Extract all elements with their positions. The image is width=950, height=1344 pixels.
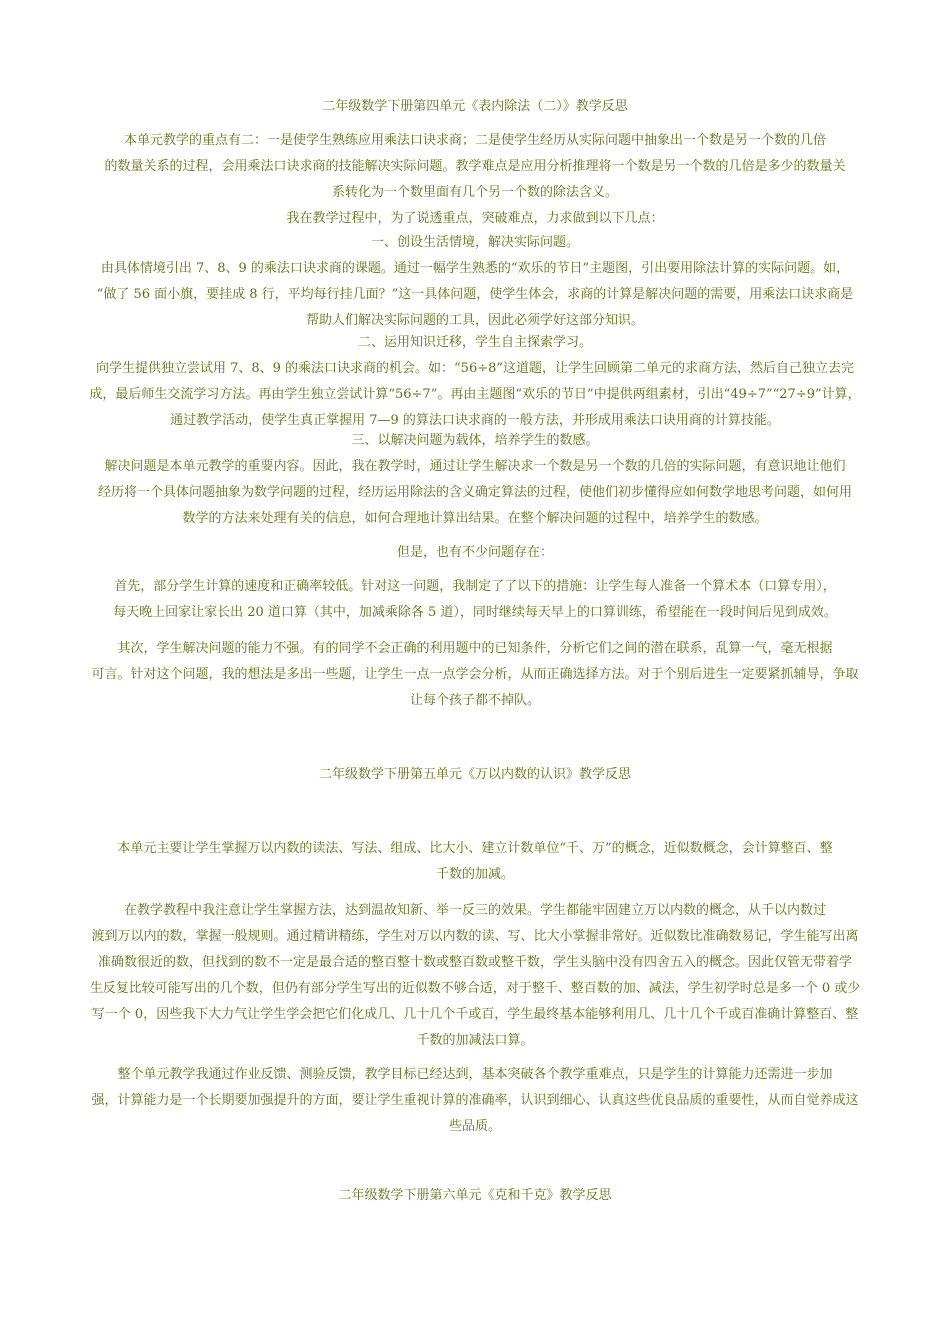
text-line: 的数量关系的过程，会用乘法口诀求商的技能解决实际问题。教学难点是应用分析推理将一个数是另一个数的几倍是多少的数量关: [104, 159, 846, 174]
unit5-para1: [60, 836, 890, 888]
text-line: 整个单元教学我通过作业反馈、测验反馈，教学目标已经达到，基本突破各个教学重难点，只是学生的计算能力还需进一步加: [117, 1067, 833, 1082]
problems-lead: 但是，也有不少问题存在：: [396, 545, 553, 560]
text-line: “做了 56 面小旗，要挂成 8 行，平均每行挂几面？”这一具体问题，使学生体会，求商的计算是解决问题的需要，用乘法口诀求商是: [96, 287, 854, 302]
text-line: 在教学教程中我注意让学生掌握方法，达到温故知新、举一反三的效果。学生都能牢固建立万以内数的概念，从千以内数过: [123, 903, 826, 918]
text-line: 千数的加减。: [435, 867, 514, 882]
section-title: 二年级数学下册第五单元《万以内数的认识》教学反思: [318, 767, 631, 782]
text-line: 成，最后师生交流学习方法。再由学生独立尝试计算“56÷7”。再由主题图“欢乐的节日”中提供两组素材，引出“49÷7”“27÷9”计算，: [89, 387, 861, 402]
text-line: 经历将一个具体问题抽象为数学问题的过程，经历运用除法的含义确定算法的过程，使他们初步懂得应如何数学地思考问题，如何用: [97, 485, 852, 500]
text-line: 数学的方法来处理有关的信息，如何合理地计算出结果。在整个解决问题的过程中，培养学生的数感。: [182, 511, 768, 526]
text-line: 千数的加减法口算。: [416, 1033, 534, 1048]
text-line: 生反复比较可能写出的几个数，但仍有部分学生写出的近似数不够合适，对于整千、整百数的加、减法，学生初学时总是多一个 0 或少: [89, 981, 861, 996]
text-line: 由具体情境引出 7、8、9 的乘法口诀求商的课题。通过一幅学生熟悉的“欢乐的节日”主题图，引出要用除法计算的实际问题。如，: [100, 261, 850, 276]
text-line: 其次，学生解决问题的能力不强。有的同学不会正确的利用题中的已知条件，分析它们之间的潜在联系，乱算一气，毫无根据: [117, 641, 833, 656]
text-line: 帮助人们解决实际问题的工具，因此必须学好这部分知识。: [305, 313, 644, 328]
unit5-para3: [60, 1062, 890, 1140]
text-line: 强，计算能力是一个长期要加强提升的方面，要让学生重视计算的准确率，认识到细心、认真这些优良品质的重要性，从而自觉养成这: [91, 1093, 859, 1108]
intro-paragraph: [60, 128, 890, 206]
problem1-paragraph: [60, 574, 890, 626]
text-line: 些品质。: [448, 1119, 501, 1134]
problem2-paragraph: [60, 636, 890, 714]
text-line: 渡到万以内的数，掌握一般规则。通过精讲精练，学生对万以内数的读、写、比大小掌握非常好。近似数比准确数易记，学生能写出离: [91, 929, 859, 944]
section-title: 二年级数学下册第六单元《克和千克》教学反思: [338, 1188, 612, 1203]
text-line: 向学生提供独立尝试用 7、8、9 的乘法口诀求商的机会。如：“56÷8”这道题，让学生回顾第二单元的求商方法，然后自己独立去完: [95, 361, 855, 376]
point3-paragraph: [60, 454, 890, 532]
point-heading: 二、运用知识迁移，学生自主探索学习。: [357, 335, 592, 350]
point1-paragraph: [60, 256, 890, 334]
text-line: 每天晚上回家让家长出 20 道口算（其中，加减乘除各 5 道），同时继续每天早上的口算训练，希望能在一段时间后见到成效。: [113, 605, 837, 620]
text-line: 可言。针对这个问题，我的想法是多出一些题，让学生一点一点学会分析，从而正确选择方法。对于个别后进生一定要紧抓辅导，争取: [91, 667, 859, 682]
text-line: 本单元教学的重点有二：一是使学生熟练应用乘法口诀求商；二是使学生经历从实际问题中抽象出一个数是另一个数的几倍: [123, 133, 826, 148]
unit5-para2: [60, 898, 890, 1054]
text-line: 准确数很近的数，但找到的数不一定是最合适的整百整十数或整百数或整千数，学生头脑中没有四舍五入的概念。因此仅管无带着学: [97, 955, 852, 970]
text-line: 让每个孩子都不掉队。: [409, 693, 540, 708]
text-line: 通过教学活动，使学生真正掌握用 7—9 的算法口诀求商的一般方法，并形成用乘法口诀用商的计算技能。: [170, 413, 780, 428]
point-heading: 三、以解决问题为载体，培养学生的数感。: [351, 433, 599, 448]
point2-paragraph: [60, 356, 890, 434]
section-title: 二年级数学下册第四单元《表内除法（二）》教学反思: [322, 99, 628, 114]
text-line: 系转化为一个数里面有几个另一个数的除法含义。: [331, 185, 618, 200]
text-line: 解决问题是本单元教学的重要内容。因此，我在教学时，通过让学生解决求一个数是另一个数的几倍的实际问题，有意识地让他们: [104, 459, 846, 474]
text-line: 写一个 0，因些我下大力气让学生学会把它们化成几、几十几个千或百，学生最终基本能够利用几、几十几个千或百准确计算整百、整: [91, 1007, 859, 1022]
point-heading: 一、创设生活情境，解决实际问题。: [370, 235, 579, 250]
lead-sentence: 我在教学过程中，为了说透重点，突破难点，力求做到以下几点：: [286, 211, 664, 226]
text-line: 首先，部分学生计算的速度和正确率较低。针对这一问题，我制定了了以下的措施：让学生每人准备一个算术本（口算专用），: [114, 579, 836, 594]
text-line: 本单元主要让学生掌握万以内数的读法、写法、组成、比大小、建立计数单位“千、万”的概念，近似数概念，会计算整百、整: [117, 841, 833, 856]
